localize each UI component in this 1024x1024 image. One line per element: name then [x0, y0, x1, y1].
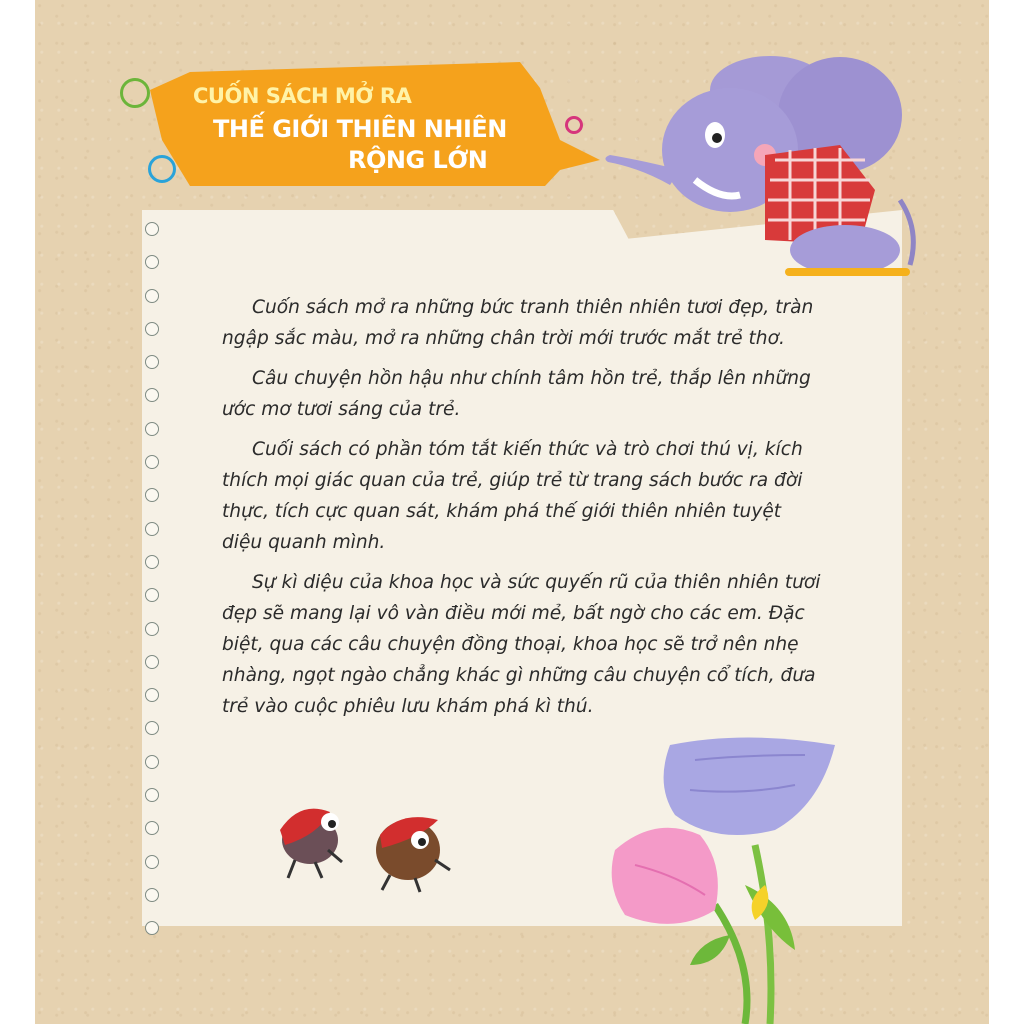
banner-line-3: RỘNG LỚN: [348, 146, 488, 174]
paragraph: Cuốn sách mở ra những bức tranh thiên nhiên tươi đẹp, tràn ngập sắc màu, mở ra những chân trời mới trước mắt trẻ thơ.: [222, 297, 814, 349]
paragraph: Cuối sách có phần tóm tắt kiến thức và trò chơi thú vị, kích thích mọi giác quan của trẻ, giúp trẻ từ trang sách bước ra đời thực, tích cực quan sát, khám phá thế giới thiên nhiên tuyệt diệu quanh mình.: [222, 439, 803, 553]
spiral-holes: [145, 222, 165, 955]
flower-illustration: [605, 735, 845, 1024]
ladybug-illustration: [270, 790, 470, 900]
green-circle-icon: [120, 78, 150, 108]
banner-line-2: THẾ GIỚI THIÊN NHIÊN: [213, 115, 507, 143]
pink-circle-icon: [565, 116, 583, 134]
paragraph: Câu chuyện hồn hậu như chính tâm hồn trẻ, thắp lên những ước mơ tươi sáng của trẻ.: [222, 368, 811, 420]
banner-line-1: CUỐN SÁCH MỞ RA: [193, 84, 412, 108]
body-text: [222, 292, 822, 731]
elephant-illustration: [600, 50, 920, 285]
paragraph: Sự kì diệu của khoa học và sức quyến rũ của thiên nhiên tươi đẹp sẽ mang lại vô vàn điều mới mẻ, bất ngờ cho các em. Đặc biệt, qua các câu chuyện đồng thoại, khoa học sẽ trở nên nhẹ nhàng, ngọt ngào chẳng khác gì những câu chuyện cổ tích, đưa trẻ vào cuộc phiêu lưu khám phá kì thú.: [222, 572, 821, 717]
blue-circle-icon: [148, 155, 176, 183]
